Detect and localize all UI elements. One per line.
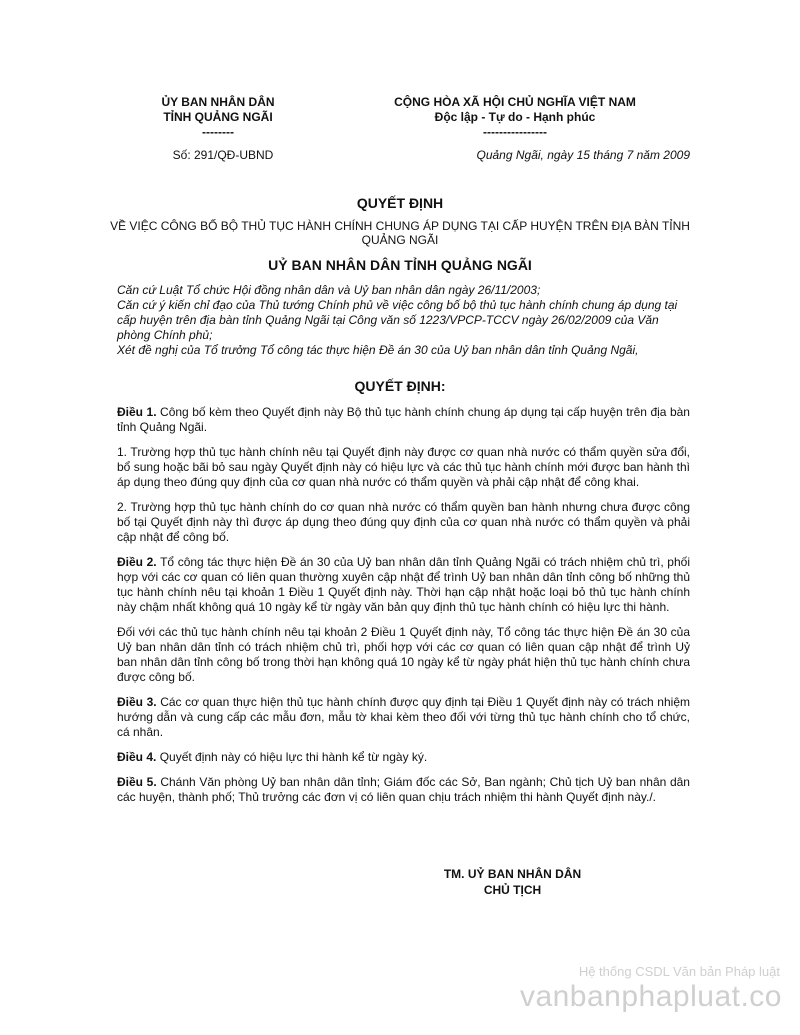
watermark-caption: Hệ thống CSDL Văn bản Pháp luật: [578, 964, 780, 979]
basis-item: Căn cứ ý kiến chỉ đạo của Thủ tướng Chính phủ về việc công bố bộ thủ tục hành chính chung áp dụng tại cấp huyện trên địa bàn tỉnh Quảng Ngãi tại Công văn số 1223/VPCP-TCCV ngày 26/02/2009 của Văn phòng Chính phủ;: [117, 298, 678, 342]
document-title: QUYẾT ĐỊNH: [356, 195, 444, 211]
article-1-clause-1: 1. Trường hợp thủ tục hành chính nêu tại Quyết định này được cơ quan nhà nước có thẩm quyền sửa đổi, bổ sung hoặc bãi bỏ sau ngày Quyết định này có hiệu lực và các thủ tục hành chính mới được ban hành thì áp dụng theo đúng quy định của cơ quan nhà nước có thẩm quyền và phải cập nhật để công khai.: [117, 445, 690, 489]
article-text: Quyết định này có hiệu lực thi hành kể từ ngày ký.: [156, 750, 428, 764]
document-date: Quảng Ngãi, ngày 15 tháng 7 năm 2009: [476, 148, 690, 162]
article-3: [117, 695, 690, 740]
article-2: [117, 555, 690, 615]
article-4: [117, 750, 690, 765]
signature-line-2: CHỦ TỊCH: [483, 883, 542, 897]
article-text: Các cơ quan thực hiện thủ tục hành chính được quy định tại Điều 1 Quyết định này có trách nhiệm hướng dẫn và cung cấp các mẫu đơn, mẫu tờ khai kèm theo đối với từng thủ tục hành chính cho tổ chức, cá nhân.: [117, 695, 690, 739]
article-text: Chánh Văn phòng Uỷ ban nhân dân tỉnh; Giám đốc các Sở, Ban ngành; Chủ tịch Uỷ ban nhân dân các huyện, thành phố; Thủ trưởng các đơn vị có liên quan chịu trách nhiệm thi hành Quyết định này./.: [117, 775, 690, 804]
article-label: Điều 2.: [117, 555, 157, 569]
article-text: Tổ công tác thực hiện Đề án 30 của Uỷ ban nhân dân tỉnh Quảng Ngãi có trách nhiệm chủ trì, phối hợp với các cơ quan có liên quan thường xuyên cập nhật để trình Uỷ ban nhân dân tỉnh công bố những thủ tục hành chính nêu tại khoản 1 Điều 1 Quyết định này. Thời hạn cập nhật hoặc loại bỏ thủ tục hành chính này chậm nhất không quá 10 ngày kể từ ngày văn bản quy định thủ tục hành chính có hiệu lực thi hành.: [117, 555, 690, 614]
article-label: Điều 5.: [117, 775, 157, 789]
motto-divider: ----------------: [483, 125, 547, 139]
legal-basis: [117, 283, 690, 358]
document-subject: VỀ VIỆC CÔNG BỐ BỘ THỦ TỤC HÀNH CHÍNH CHUNG ÁP DỤNG TẠI CẤP HUYỆN TRÊN ĐỊA BÀN TỈNH QUẢNG NGÃI: [110, 219, 690, 247]
issuing-agency-header: [138, 95, 298, 140]
document-number: Số: 291/QĐ-UBND: [172, 148, 274, 162]
article-label: Điều 1.: [117, 405, 157, 419]
article-label: Điều 4.: [117, 750, 157, 764]
article-label: Điều 3.: [117, 695, 157, 709]
basis-item: Xét đề nghị của Tổ trưởng Tổ công tác thực hiện Đề án 30 của Uỷ ban nhân dân tỉnh Quảng Ngãi,: [117, 343, 639, 357]
article-5: [117, 775, 690, 805]
national-motto-header: [360, 95, 670, 140]
article-1: [117, 405, 690, 435]
watermark-site: vanbanphapluat.co: [519, 980, 782, 1013]
basis-item: Căn cứ Luật Tổ chức Hội đồng nhân dân và Uỷ ban nhân dân ngày 26/11/2003;: [117, 283, 541, 297]
motto: Độc lập - Tự do - Hạnh phúc: [434, 110, 596, 124]
agency-line-2: TỈNH QUẢNG NGÃI: [163, 110, 273, 124]
signature-line-1: TM. UỶ BAN NHÂN DÂN: [443, 867, 582, 881]
issuing-authority: UỶ BAN NHÂN DÂN TỈNH QUẢNG NGÃI: [268, 257, 532, 273]
country-name: CỘNG HÒA XÃ HỘI CHỦ NGHĨA VIỆT NAM: [394, 95, 636, 109]
article-1-clause-2: 2. Trường hợp thủ tục hành chính do cơ quan nhà nước có thẩm quyền ban hành nhưng chưa được công bố tại Quyết định này thì được áp dụng theo đúng quy định của cơ quan nhà nước có thẩm quyền và phải cập nhật để công bố.: [117, 500, 690, 544]
decision-body: [117, 405, 690, 815]
signature-block: [420, 866, 605, 898]
article-text: Công bố kèm theo Quyết định này Bộ thủ tục hành chính chung áp dụng tại cấp huyện trên địa bàn tỉnh Quảng Ngãi.: [117, 405, 690, 434]
agency-line-1: ỦY BAN NHÂN DÂN: [161, 95, 275, 109]
agency-divider: --------: [202, 125, 234, 139]
article-2-paragraph-2: Đối với các thủ tục hành chính nêu tại khoản 2 Điều 1 Quyết định này, Tổ công tác thực hiện Đề án 30 của Uỷ ban nhân dân tỉnh có trách nhiệm chủ trì, phối hợp với các cơ quan có liên quan cập nhật để trình Uỷ ban nhân dân tỉnh công bố trong thời hạn không quá 10 ngày kể từ ngày phát hiện thủ tục hành chính chưa được công bố.: [117, 625, 690, 684]
decision-heading: QUYẾT ĐỊNH:: [354, 378, 446, 394]
